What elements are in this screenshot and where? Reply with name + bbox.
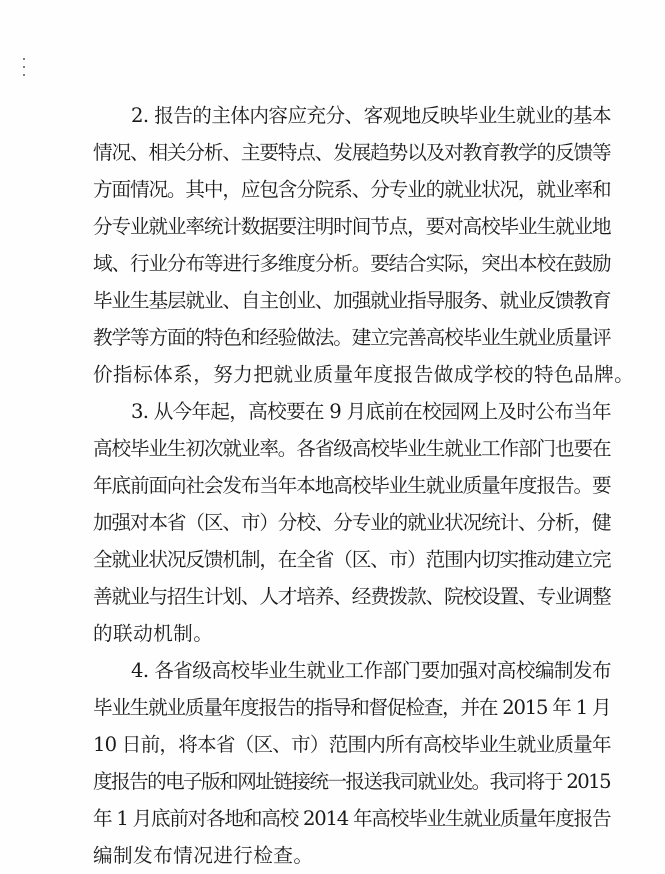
paragraph-4-line-6: 编制发布情况进行检查。 — [93, 844, 314, 867]
paragraph-4-line-5: 年 1 月底前对各地和高校 2014 年高校毕业生就业质量年度报告 — [93, 807, 611, 830]
paragraph-3-line-5: 全就业状况反馈机制，在全省（区、市）范围内切实推动建立完 — [93, 548, 611, 571]
paragraph-3-line-3: 年底前面向社会发布当年本地高校毕业生就业质量年度报告。要 — [93, 474, 611, 497]
paragraph-4-line-3: 10 日前，将本省（区、市）范围内所有高校毕业生就业质量年 — [93, 733, 611, 756]
paragraph-2-line-5: 域、行业分布等进行多维度分析。要结合实际，突出本校在鼓励 — [93, 252, 611, 275]
paragraph-3-line-6: 善就业与招生计划、人才培养、经费拨款、院校设置、专业调整 — [93, 585, 611, 608]
paragraph-2-line-1: 2. 报告的主体内容应充分、客观地反映毕业生就业的基本 — [131, 104, 611, 127]
paragraph-2-line-4: 分专业就业率统计数据要注明时间节点，要对高校毕业生就业地 — [93, 215, 611, 238]
paragraph-4-line-4: 度报告的电子版和网址链接统一报送我司就业处。我司将于 2015 — [93, 770, 610, 793]
paragraph-2-line-7: 教学等方面的特色和经验做法。建立完善高校毕业生就业质量评 — [93, 326, 611, 349]
paragraph-3-line-2: 高校毕业生初次就业率。各省级高校毕业生就业工作部门也要在 — [93, 437, 611, 460]
paragraph-4-line-1: 4. 各省级高校毕业生就业工作部门要加强对高校编制发布 — [131, 659, 611, 682]
paragraph-3-line-1: 3. 从今年起，高校要在 9 月底前在校园网上及时公布当年 — [131, 400, 611, 423]
paragraph-4-line-2: 毕业生就业质量年度报告的指导和督促检查，并在 2015 年 1 月 — [93, 696, 611, 719]
paragraph-2-line-3: 方面情况。其中，应包含分院系、分专业的就业状况，就业率和 — [93, 178, 611, 201]
paragraph-3-line-7: 的联动机制。 — [93, 622, 214, 645]
paragraph-3-line-4: 加强对本省（区、市）分校、分专业的就业状况统计、分析，健 — [93, 511, 611, 534]
paragraph-2-line-8: 价指标体系，努力把就业质量年度报告做成学校的特色品牌。 — [93, 363, 635, 386]
paragraph-2-line-2: 情况、相关分析、主要特点、发展趋势以及对教育教学的反馈等 — [93, 141, 611, 164]
paragraph-2-line-6: 毕业生基层就业、自主创业、加强就业指导服务、就业反馈教育 — [93, 289, 611, 312]
